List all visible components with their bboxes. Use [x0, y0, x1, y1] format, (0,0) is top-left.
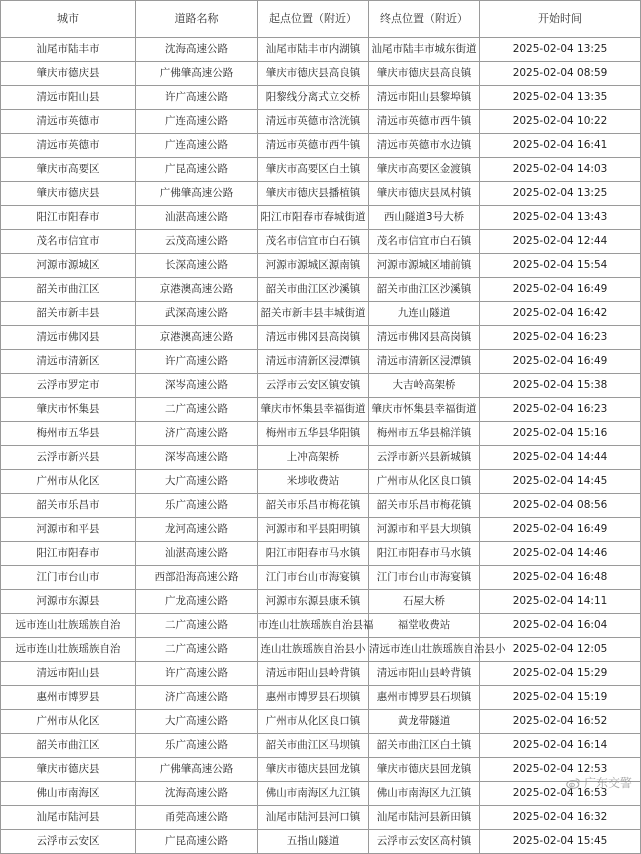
start-time-cell: 2025-02-04 08:59: [480, 62, 641, 86]
table-row: [1, 254, 641, 278]
road-name-cell: 二广高速公路: [136, 614, 258, 638]
start-location-cell: 肇庆市高要区白土镇: [258, 158, 369, 182]
end-location-cell: 大吉岭高架桥: [369, 374, 480, 398]
header-end-location: 终点位置（附近）: [369, 1, 480, 38]
start-location-cell: 上冲高架桥: [258, 446, 369, 470]
header-road-name: 道路名称: [136, 1, 258, 38]
start-time-cell: 2025-02-04 16:53: [480, 782, 641, 806]
start-location-cell: 云浮市云安区镇安镇: [258, 374, 369, 398]
road-name-cell: 深岑高速公路: [136, 446, 258, 470]
road-name-cell: 广连高速公路: [136, 110, 258, 134]
start-location-cell: 汕尾市陆丰市内湖镇: [258, 38, 369, 62]
header-start-time: 开始时间: [480, 1, 641, 38]
table-row: [1, 710, 641, 734]
start-time-cell: 2025-02-04 14:03: [480, 158, 641, 182]
start-time-cell: 2025-02-04 16:23: [480, 326, 641, 350]
start-time-cell: 2025-02-04 14:44: [480, 446, 641, 470]
start-location-cell: 清远市英德市浛洸镇: [258, 110, 369, 134]
table-row: [1, 86, 641, 110]
start-location-cell: 佛山市南海区九江镇: [258, 782, 369, 806]
road-name-cell: 广龙高速公路: [136, 590, 258, 614]
start-location-cell: 市连山壮族瑶族自治县福: [258, 614, 369, 638]
end-location-cell: 肇庆市高要区金渡镇: [369, 158, 480, 182]
start-location-cell: 河源市东源县康禾镇: [258, 590, 369, 614]
end-location-cell: 茂名市信宜市白石镇: [369, 230, 480, 254]
start-location-cell: 江门市台山市海宴镇: [258, 566, 369, 590]
road-name-cell: 广佛肇高速公路: [136, 62, 258, 86]
road-name-cell: 广昆高速公路: [136, 158, 258, 182]
city-cell: 清远市阳山县: [1, 662, 136, 686]
table-row: [1, 734, 641, 758]
end-location-cell: 河源市源城区埔前镇: [369, 254, 480, 278]
road-name-cell: 广连高速公路: [136, 134, 258, 158]
table-row: [1, 182, 641, 206]
table-row: [1, 494, 641, 518]
end-location-cell: 云浮市云安区高村镇: [369, 830, 480, 854]
start-location-cell: 肇庆市德庆县高良镇: [258, 62, 369, 86]
city-cell: 江门市台山市: [1, 566, 136, 590]
road-name-cell: 乐广高速公路: [136, 734, 258, 758]
table-row: [1, 686, 641, 710]
start-time-cell: 2025-02-04 16:04: [480, 614, 641, 638]
start-time-cell: 2025-02-04 15:54: [480, 254, 641, 278]
start-location-cell: 汕尾市陆河县河口镇: [258, 806, 369, 830]
table-body: [1, 38, 641, 854]
start-time-cell: 2025-02-04 12:53: [480, 758, 641, 782]
table-row: [1, 446, 641, 470]
start-time-cell: 2025-02-04 16:52: [480, 710, 641, 734]
end-location-cell: 肇庆市德庆县回龙镇: [369, 758, 480, 782]
table-row: [1, 518, 641, 542]
start-time-cell: 2025-02-04 14:11: [480, 590, 641, 614]
city-cell: 清远市阳山县: [1, 86, 136, 110]
start-time-cell: 2025-02-04 16:32: [480, 806, 641, 830]
city-cell: 河源市和平县: [1, 518, 136, 542]
table-row: [1, 38, 641, 62]
start-time-cell: 2025-02-04 10:22: [480, 110, 641, 134]
city-cell: 云浮市云安区: [1, 830, 136, 854]
city-cell: 云浮市罗定市: [1, 374, 136, 398]
road-name-cell: 京港澳高速公路: [136, 326, 258, 350]
table-row: [1, 326, 641, 350]
road-name-cell: 许广高速公路: [136, 662, 258, 686]
table-row: [1, 470, 641, 494]
road-name-cell: 长深高速公路: [136, 254, 258, 278]
start-time-cell: 2025-02-04 14:45: [480, 470, 641, 494]
end-location-cell: 汕尾市陆河县新田镇: [369, 806, 480, 830]
end-location-cell: 韶关市曲江区白土镇: [369, 734, 480, 758]
city-cell: 肇庆市高要区: [1, 158, 136, 182]
start-time-cell: 2025-02-04 13:35: [480, 86, 641, 110]
table-row: [1, 782, 641, 806]
table-row: [1, 110, 641, 134]
city-cell: 阳江市阳春市: [1, 206, 136, 230]
end-location-cell: 广州市从化区良口镇: [369, 470, 480, 494]
start-time-cell: 2025-02-04 15:29: [480, 662, 641, 686]
end-location-cell: 清远市连山壮族瑶族自治县小: [369, 638, 480, 662]
table-row: [1, 158, 641, 182]
city-cell: 云浮市新兴县: [1, 446, 136, 470]
city-cell: 茂名市信宜市: [1, 230, 136, 254]
road-name-cell: 广佛肇高速公路: [136, 182, 258, 206]
start-location-cell: 韶关市乐昌市梅花镇: [258, 494, 369, 518]
start-location-cell: 肇庆市德庆县播植镇: [258, 182, 369, 206]
city-cell: 清远市清新区: [1, 350, 136, 374]
city-cell: 韶关市曲江区: [1, 278, 136, 302]
road-name-cell: 二广高速公路: [136, 398, 258, 422]
end-location-cell: 九连山隧道: [369, 302, 480, 326]
table-row: [1, 278, 641, 302]
road-name-cell: 广佛肇高速公路: [136, 758, 258, 782]
city-cell: 汕尾市陆丰市: [1, 38, 136, 62]
city-cell: 肇庆市怀集县: [1, 398, 136, 422]
end-location-cell: 清远市佛冈县高岗镇: [369, 326, 480, 350]
city-cell: 广州市从化区: [1, 710, 136, 734]
road-name-cell: 汕湛高速公路: [136, 542, 258, 566]
start-time-cell: 2025-02-04 15:38: [480, 374, 641, 398]
city-cell: 梅州市五华县: [1, 422, 136, 446]
start-time-cell: 2025-02-04 15:45: [480, 830, 641, 854]
end-location-cell: 清远市阳山县岭背镇: [369, 662, 480, 686]
end-location-cell: 韶关市乐昌市梅花镇: [369, 494, 480, 518]
table-row: [1, 758, 641, 782]
end-location-cell: 福堂收费站: [369, 614, 480, 638]
start-time-cell: 2025-02-04 16:48: [480, 566, 641, 590]
start-location-cell: 韶关市新丰县丰城街道: [258, 302, 369, 326]
table-row: [1, 374, 641, 398]
road-name-cell: 龙河高速公路: [136, 518, 258, 542]
start-time-cell: 2025-02-04 14:46: [480, 542, 641, 566]
end-location-cell: 惠州市博罗县石坝镇: [369, 686, 480, 710]
start-location-cell: 清远市清新区浸潭镇: [258, 350, 369, 374]
road-name-cell: 二广高速公路: [136, 638, 258, 662]
start-time-cell: 2025-02-04 16:14: [480, 734, 641, 758]
city-cell: 远市连山壮族瑶族自治: [1, 638, 136, 662]
road-name-cell: 武深高速公路: [136, 302, 258, 326]
start-time-cell: 2025-02-04 16:49: [480, 278, 641, 302]
start-time-cell: 2025-02-04 16:49: [480, 350, 641, 374]
road-name-cell: 乐广高速公路: [136, 494, 258, 518]
start-time-cell: 2025-02-04 13:25: [480, 182, 641, 206]
road-name-cell: 甬莞高速公路: [136, 806, 258, 830]
start-location-cell: 肇庆市怀集县幸福街道: [258, 398, 369, 422]
start-location-cell: 韶关市曲江区沙溪镇: [258, 278, 369, 302]
start-location-cell: 连山壮族瑶族自治县小: [258, 638, 369, 662]
start-location-cell: 五指山隧道: [258, 830, 369, 854]
city-cell: 汕尾市陆河县: [1, 806, 136, 830]
start-time-cell: 2025-02-04 13:43: [480, 206, 641, 230]
start-location-cell: 清远市英德市西牛镇: [258, 134, 369, 158]
start-location-cell: 韶关市曲江区马坝镇: [258, 734, 369, 758]
road-name-cell: 大广高速公路: [136, 470, 258, 494]
start-location-cell: 广州市从化区良口镇: [258, 710, 369, 734]
start-location-cell: 清远市阳山县岭背镇: [258, 662, 369, 686]
city-cell: 广州市从化区: [1, 470, 136, 494]
road-name-cell: 济广高速公路: [136, 686, 258, 710]
city-cell: 惠州市博罗县: [1, 686, 136, 710]
header-city: 城市: [1, 1, 136, 38]
table-row: [1, 302, 641, 326]
watermark-text: 广东交警: [583, 776, 632, 790]
end-location-cell: 江门市台山市海宴镇: [369, 566, 480, 590]
start-location-cell: 清远市佛冈县高岗镇: [258, 326, 369, 350]
end-location-cell: 西山隧道3号大桥: [369, 206, 480, 230]
start-location-cell: 米埗收费站: [258, 470, 369, 494]
table-row: [1, 662, 641, 686]
table-row: [1, 350, 641, 374]
start-location-cell: 惠州市博罗县石坝镇: [258, 686, 369, 710]
city-cell: 清远市佛冈县: [1, 326, 136, 350]
start-location-cell: 阳江市阳春市春城街道: [258, 206, 369, 230]
end-location-cell: 肇庆市德庆县高良镇: [369, 62, 480, 86]
end-location-cell: 佛山市南海区九江镇: [369, 782, 480, 806]
table-row: [1, 638, 641, 662]
road-name-cell: 广昆高速公路: [136, 830, 258, 854]
end-location-cell: 阳江市阳春市马水镇: [369, 542, 480, 566]
start-time-cell: 2025-02-04 15:16: [480, 422, 641, 446]
end-location-cell: 肇庆市德庆县凤村镇: [369, 182, 480, 206]
header-start-location: 起点位置（附近）: [258, 1, 369, 38]
start-location-cell: 茂名市信宜市白石镇: [258, 230, 369, 254]
table-row: [1, 806, 641, 830]
city-cell: 清远市英德市: [1, 134, 136, 158]
end-location-cell: 河源市和平县大坝镇: [369, 518, 480, 542]
road-name-cell: 沈海高速公路: [136, 38, 258, 62]
city-cell: 肇庆市德庆县: [1, 62, 136, 86]
city-cell: 阳江市阳春市: [1, 542, 136, 566]
start-time-cell: 2025-02-04 15:19: [480, 686, 641, 710]
table-row: [1, 206, 641, 230]
end-location-cell: 云浮市新兴县新城镇: [369, 446, 480, 470]
table-row: [1, 614, 641, 638]
road-name-cell: 汕湛高速公路: [136, 206, 258, 230]
table-header-row: [1, 1, 641, 38]
city-cell: 河源市源城区: [1, 254, 136, 278]
start-time-cell: 2025-02-04 16:41: [480, 134, 641, 158]
start-location-cell: 河源市源城区源南镇: [258, 254, 369, 278]
start-time-cell: 2025-02-04 12:44: [480, 230, 641, 254]
end-location-cell: 黄龙带隧道: [369, 710, 480, 734]
city-cell: 韶关市新丰县: [1, 302, 136, 326]
start-location-cell: 河源市和平县阳明镇: [258, 518, 369, 542]
start-location-cell: 阳黎线分离式立交桥: [258, 86, 369, 110]
city-cell: 远市连山壮族瑶族自治: [1, 614, 136, 638]
table-row: [1, 542, 641, 566]
table-row: [1, 134, 641, 158]
start-time-cell: 2025-02-04 08:56: [480, 494, 641, 518]
start-time-cell: 2025-02-04 16:49: [480, 518, 641, 542]
end-location-cell: 石屋大桥: [369, 590, 480, 614]
city-cell: 肇庆市德庆县: [1, 758, 136, 782]
end-location-cell: 清远市阳山县黎埠镇: [369, 86, 480, 110]
table-row: [1, 230, 641, 254]
table-row: [1, 830, 641, 854]
start-location-cell: 阳江市阳春市马水镇: [258, 542, 369, 566]
start-time-cell: 2025-02-04 16:42: [480, 302, 641, 326]
road-name-cell: 许广高速公路: [136, 350, 258, 374]
start-location-cell: 梅州市五华县华阳镇: [258, 422, 369, 446]
road-name-cell: 沈海高速公路: [136, 782, 258, 806]
city-cell: 韶关市乐昌市: [1, 494, 136, 518]
table-row: [1, 422, 641, 446]
city-cell: 清远市英德市: [1, 110, 136, 134]
road-name-cell: 西部沿海高速公路: [136, 566, 258, 590]
city-cell: 韶关市曲江区: [1, 734, 136, 758]
end-location-cell: 清远市英德市水边镇: [369, 134, 480, 158]
end-location-cell: 梅州市五华县棉洋镇: [369, 422, 480, 446]
end-location-cell: 汕尾市陆丰市城东街道: [369, 38, 480, 62]
end-location-cell: 肇庆市怀集县幸福街道: [369, 398, 480, 422]
road-name-cell: 京港澳高速公路: [136, 278, 258, 302]
table-row: [1, 398, 641, 422]
table-row: [1, 62, 641, 86]
road-name-cell: 济广高速公路: [136, 422, 258, 446]
city-cell: 佛山市南海区: [1, 782, 136, 806]
end-location-cell: 韶关市曲江区沙溪镇: [369, 278, 480, 302]
end-location-cell: 清远市英德市西牛镇: [369, 110, 480, 134]
start-time-cell: 2025-02-04 13:25: [480, 38, 641, 62]
city-cell: 肇庆市德庆县: [1, 182, 136, 206]
start-time-cell: 2025-02-04 16:23: [480, 398, 641, 422]
table-row: [1, 566, 641, 590]
road-name-cell: 大广高速公路: [136, 710, 258, 734]
table-row: [1, 590, 641, 614]
end-location-cell: 清远市清新区浸潭镇: [369, 350, 480, 374]
start-time-cell: 2025-02-04 12:05: [480, 638, 641, 662]
city-cell: 河源市东源县: [1, 590, 136, 614]
road-name-cell: 深岑高速公路: [136, 374, 258, 398]
road-name-cell: 云茂高速公路: [136, 230, 258, 254]
road-name-cell: 许广高速公路: [136, 86, 258, 110]
start-location-cell: 肇庆市德庆县回龙镇: [258, 758, 369, 782]
